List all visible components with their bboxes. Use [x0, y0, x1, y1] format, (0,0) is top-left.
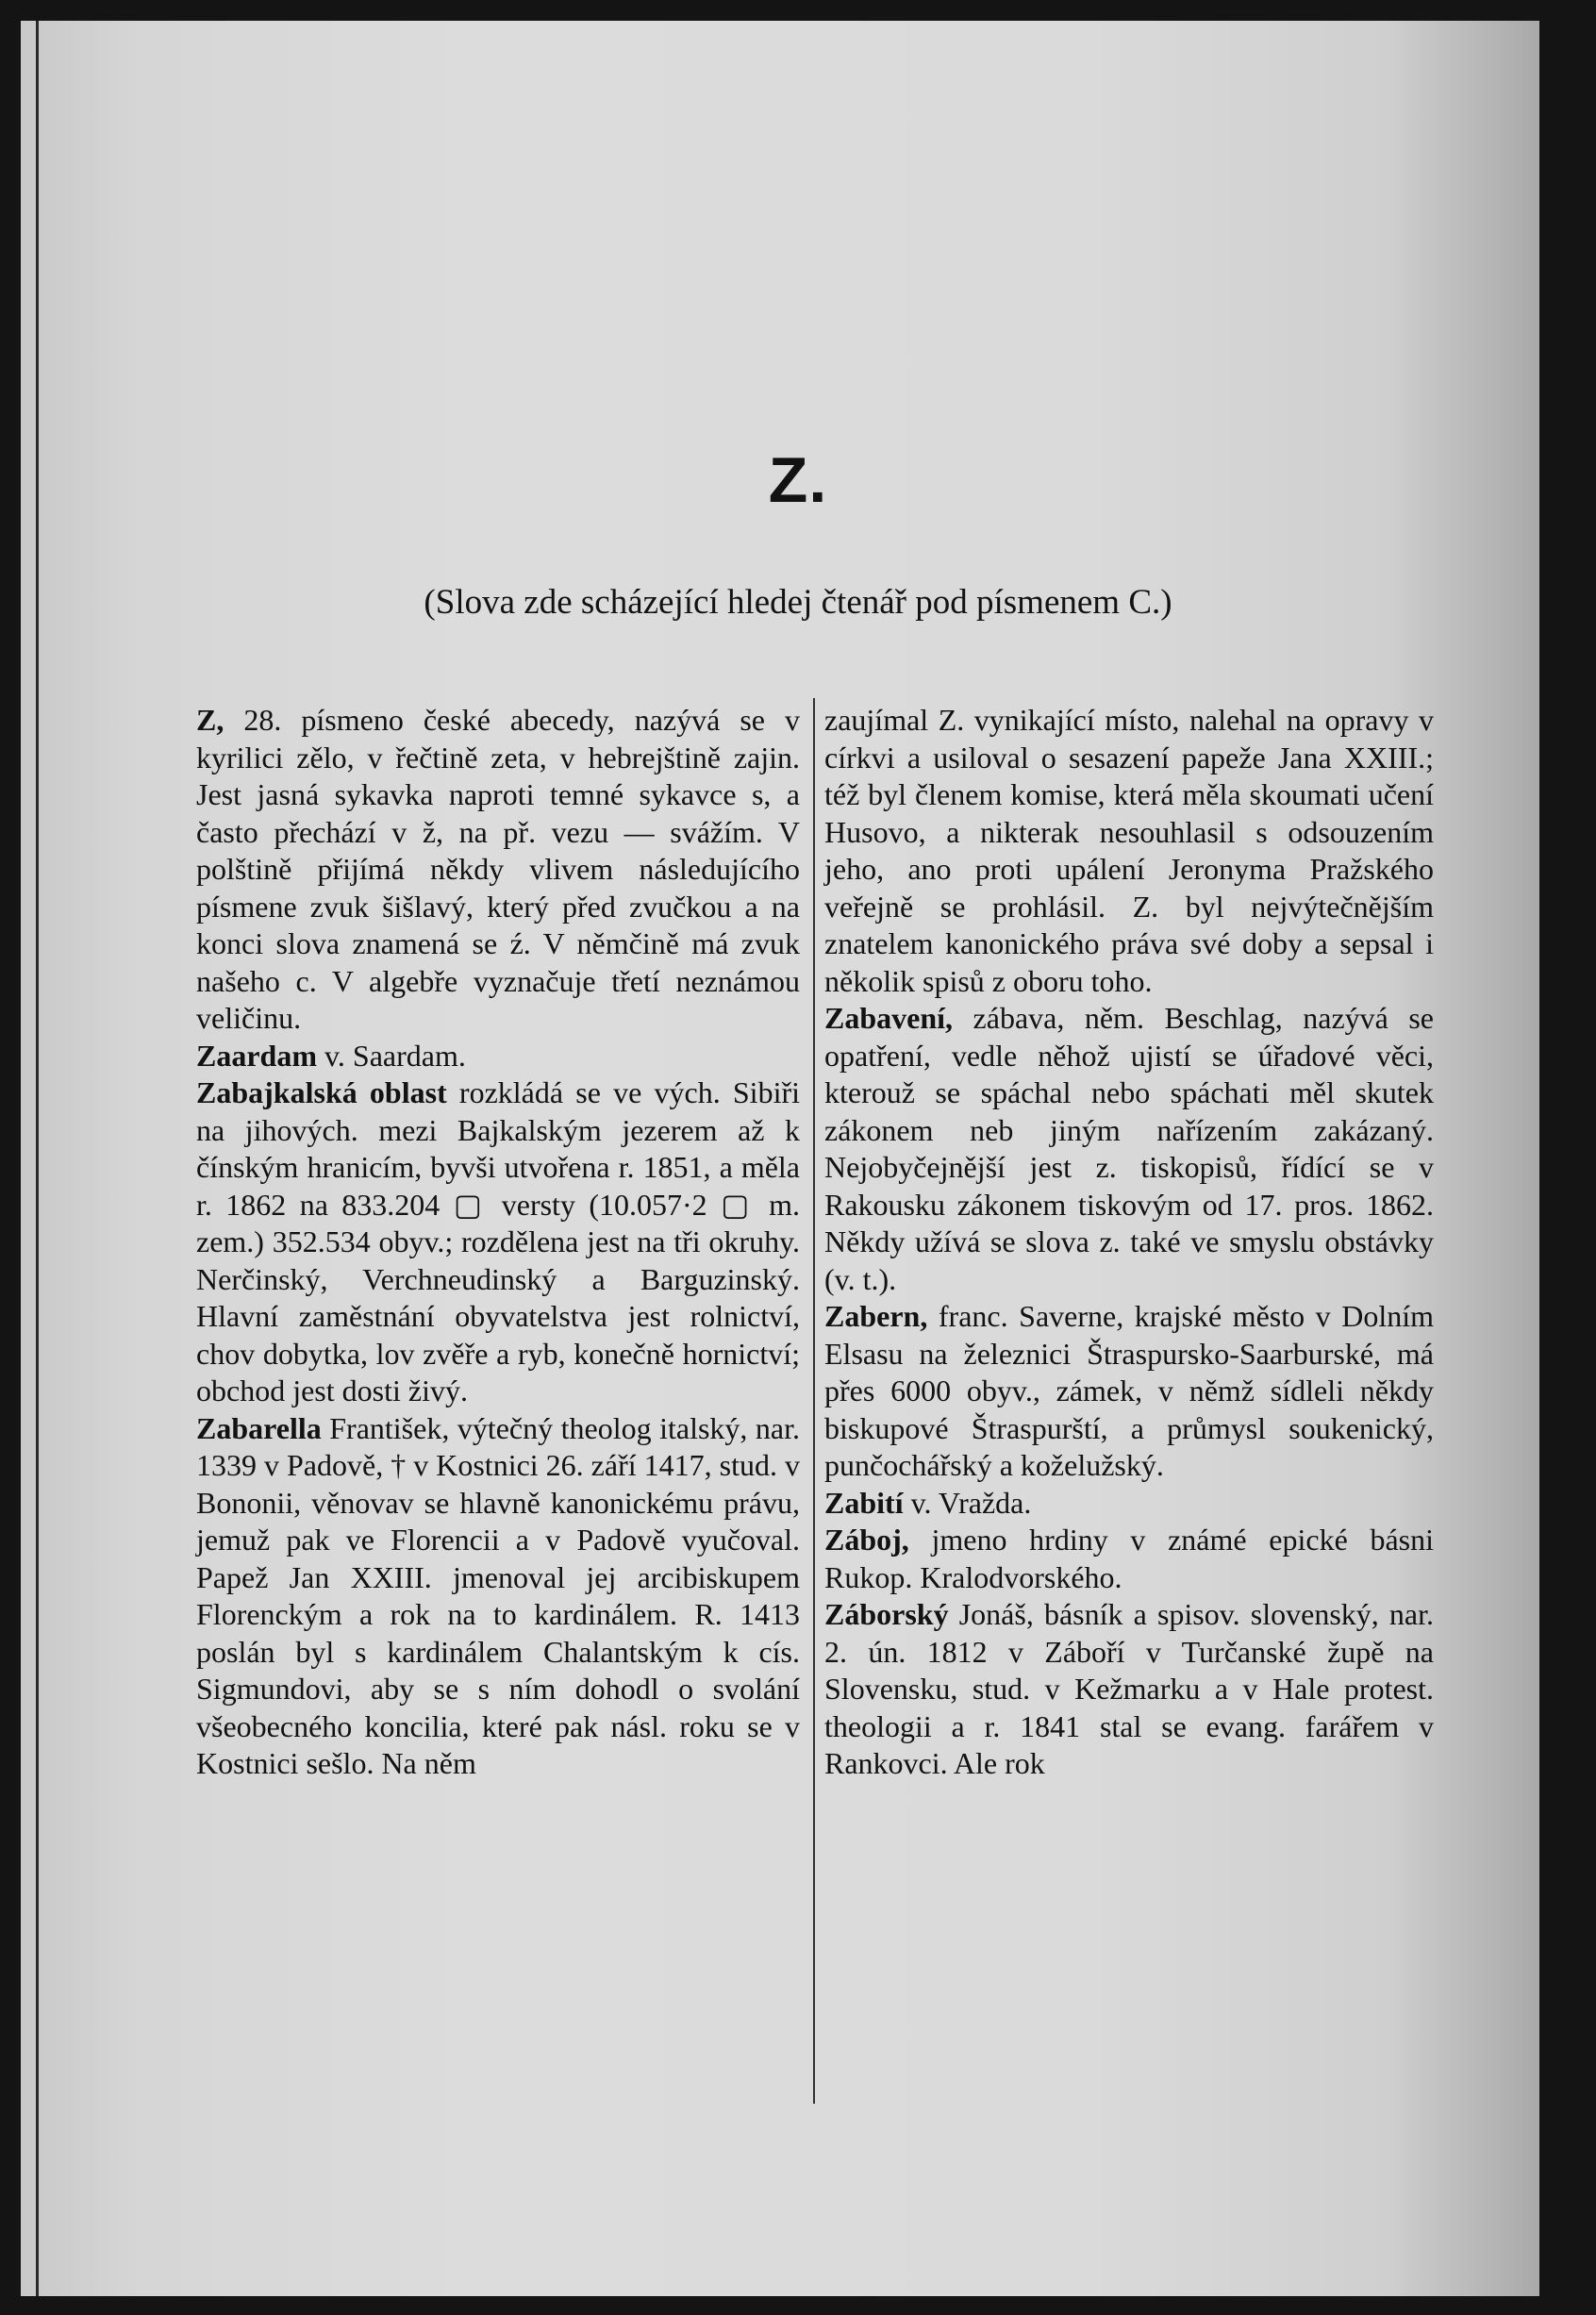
- entry-headword: Z,: [196, 703, 224, 737]
- entry-text: zaujímal Z. vynikající místo, nalehal na opravy v církvi a usiloval o sesazení papeže Jana XXIII.; též byl členem komise, která měla skoumati učení Husovo, a nikterak nesouhlasil s odsouzením jeho, ano proti upálení Jeronyma Pražského veřejně se prohlásil. Z. byl nejvýtečnějším znatelem kanonického práva své doby a sepsal i několik spisů z oboru toho.: [824, 703, 1434, 998]
- page-edge-line: [36, 21, 39, 2296]
- entry-zabajkalska-oblast: [196, 1074, 800, 1410]
- column-divider: [813, 698, 815, 2104]
- entry-headword: Zaardam: [196, 1038, 317, 1073]
- right-column: [824, 702, 1434, 1783]
- entry-zabarella: [196, 1410, 800, 1783]
- entry-z: [196, 702, 800, 1038]
- entry-zabaveni: [824, 1000, 1434, 1298]
- entry-headword: Záboj,: [824, 1523, 909, 1557]
- entry-zaardam: [196, 1038, 800, 1075]
- entry-headword: Zabarella: [196, 1410, 322, 1445]
- entry-headword: Zabajkalská oblast: [196, 1075, 447, 1109]
- entry-zabarella-continued: [824, 702, 1434, 1000]
- entry-text: 28. písmeno české abecedy, nazývá se v kyrilici zělo, v řečtině zeta, v hebrejštině zajin. Jest jasná sykavka naproti temné sykavce s, a často přechází v ž, na př. vezu — svážím. V polštině přijímá někdy vlivem následujícího písmene zvuk šišlavý, který před zvučkou a na konci slova znamená se ź. V němčině má zvuk našeho c. V algebře vyznačuje třetí neznámou veličinu.: [196, 703, 800, 1035]
- entry-text: jmeno hrdiny v známé epické básni Rukop. Kralodvorského.: [824, 1523, 1434, 1594]
- entry-text: Jonáš, básník a spisov. slovenský, nar. 2. ún. 1812 v Záboří v Turčanské župě na Slovensku, stud. v Kežmarku a v Hale protest. theologii a r. 1841 stal se evang. farářem v Rankovci. Ale rok: [824, 1597, 1434, 1780]
- left-column: [196, 702, 800, 1783]
- page-title: Z.: [768, 444, 828, 516]
- entry-zabern: [824, 1298, 1434, 1485]
- entry-zaborsky: [824, 1596, 1434, 1783]
- entry-text: František, výtečný theolog italský, nar. 1339 v Padově, † v Kostnici 26. září 1417, stud. v Bononii, věnovav se hlavně kanonickému právu, jemuž pak ve Florencii a v Padově vyučoval. Papež Jan XXIII. jmenoval jej arcibiskupem Florenckým a rok na to kardinálem. R. 1413 poslán byl s kardinálem Chalantským k cís. Sigmundovi, aby se s ním dohodl o svolání všeobecného koncilia, které pak násl. roku se v Kostnici sešlo. Na něm: [196, 1410, 800, 1780]
- entry-zaboj: [824, 1522, 1434, 1596]
- entry-headword: Zabavení,: [824, 1001, 954, 1035]
- entry-text: franc. Saverne, krajské město v Dolním Elsasu na železnici Štraspursko-Saarburské, má přes 6000 obyv., zámek, v němž sídleli někdy biskupové Štraspurští, a průmysl soukenický, punčochářský a koželužský.: [824, 1299, 1434, 1482]
- entry-headword: Záborský: [824, 1597, 949, 1631]
- page-subtitle: (Slova zde scházející hledej čtenář pod písmenem C.): [424, 583, 1172, 622]
- entry-zabiti: [824, 1485, 1434, 1523]
- entry-text: rozkládá se ve vých. Sibiři na jihových. mezi Bajkalským jezerem až k čínským hranicím, byvši utvořena r. 1851, a měla r. 1862 na 833.204 ▢ versty (10.057·2 ▢ m. zem.) 352.534 obyv.; rozdělena jest na tři okruhy. Nerčinský, Verchneudinský a Barguzinský. Hlavní zaměstnání obyvatelstva jest rolnictví, chov dobytka, lov zvěře a ryb, konečně hornictví; obchod jest dosti živý.: [196, 1075, 800, 1407]
- entry-text: v. Vražda.: [903, 1485, 1032, 1520]
- entry-text: zábava, něm. Beschlag, nazývá se opatření, vedle něhož ujistí se úřadové věci, kterouž se spáchal nebo spáchati měl skutek zákonem neb jiným nařízením zakázaný. Nejobyčejnější jest z. tiskopisů, řídící se v Rakousku zákonem tiskovým od 17. pros. 1862. Někdy užívá se slova z. také ve smyslu obstávky (v. t.).: [824, 1001, 1434, 1296]
- entry-headword: Zabití: [824, 1485, 904, 1520]
- entry-text: v. Saardam.: [317, 1038, 466, 1073]
- entry-headword: Zabern,: [824, 1299, 928, 1333]
